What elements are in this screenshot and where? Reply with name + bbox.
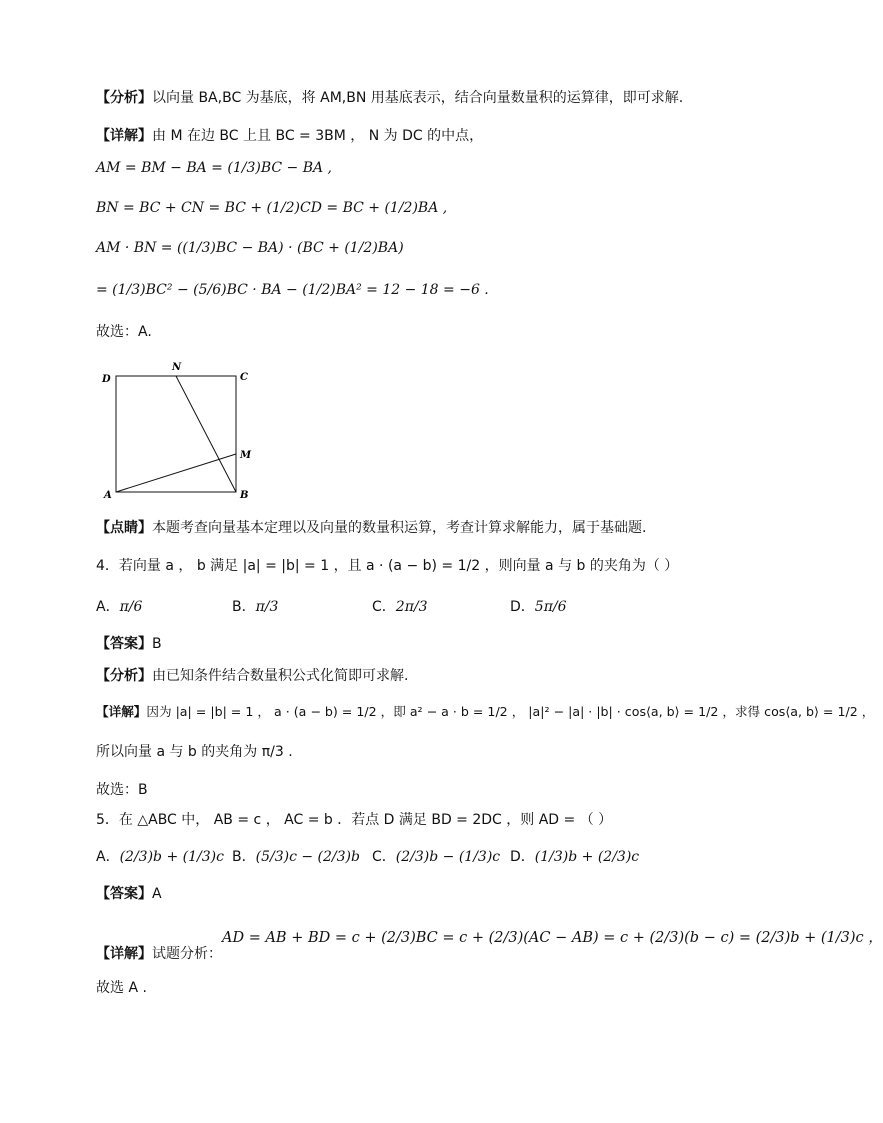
comment-tag: 【点睛】: [96, 520, 152, 536]
q5-option-d: D．(1/3)b + (2/3)c: [510, 849, 640, 865]
square-abcd: [116, 376, 236, 492]
q5-answer-tag: 【答案】: [96, 886, 152, 902]
q4-analysis: [96, 666, 408, 686]
q5-equation: AD = AB + BD = c + (2/3)BC = c + (2/3)(AC − AB) = c + (2/3)(b − c) = (2/3)b + (1/3)c ，: [222, 930, 883, 946]
q4-analysis-text: 由已知条件结合数量积公式化简即可求解.: [152, 668, 409, 684]
q4-analysis-tag: 【分析】: [96, 668, 152, 684]
q4-option-d: D．5π/6: [510, 599, 567, 615]
q5-answer: [96, 884, 162, 904]
question-4-options: [96, 596, 716, 618]
q5-detail: [96, 944, 222, 964]
equation-bn: BN = BC + CN = BC + (1/2)CD = BC + (1/2)BA ,: [96, 200, 448, 216]
q5-detail-tag: 【详解】: [96, 946, 152, 962]
label-a: A: [104, 490, 112, 501]
question-4-stem: 4．若向量 a ， b 满足 |a| = |b| = 1 ，且 a · (a − b) = 1/2 ，则向量 a 与 b 的夹角为（ ）: [96, 558, 679, 574]
q4-detail-text: 因为 |a| = |b| = 1 ， a · (a − b) = 1/2 ，即 a² − a · b = 1/2 ， |a|² − |a| · |b| · cos⟨a, b⟩ = 1/2 ，求得 cos⟨a, b⟩ = 1/2 ，: [146, 704, 875, 719]
q5-answer-value: A: [152, 886, 162, 902]
comment-text: 本题考查向量基本定理以及向量的数量积运算，考查计算求解能力，属于基础题.: [152, 520, 647, 536]
detail-text: 由 M 在边 BC 上且 BC = 3BM ， N 为 DC 的中点，: [152, 128, 484, 144]
label-n: N: [172, 362, 182, 373]
equation-am: AM = BM − BA = (1/3)BC − BA ,: [96, 160, 333, 176]
q4-detail-tag: 【详解】: [96, 704, 147, 719]
q5-option-a: A．(2/3)b + (1/3)c: [96, 849, 224, 865]
q4-answer-line: 故选：B: [96, 782, 148, 798]
segment-am: [116, 454, 236, 492]
q4-answer-value: B: [152, 636, 162, 652]
geometry-figure: [96, 358, 266, 504]
q5-option-c: C．(2/3)b − (1/3)c: [372, 849, 501, 865]
q4-option-a: A．π/6: [96, 599, 143, 615]
q5-answer-line: 故选 A .: [96, 980, 147, 996]
q4-option-b: B．π/3: [232, 599, 279, 615]
comment-paragraph: [96, 518, 646, 538]
analysis-paragraph: [96, 88, 683, 108]
label-d: D: [102, 374, 111, 385]
q4-answer: [96, 634, 162, 654]
analysis-tag: 【分析】: [96, 90, 152, 106]
segment-bn: [176, 376, 236, 492]
question-5-stem: 5．在 △ABC 中， AB = c ， AC = b ．若点 D 满足 BD = 2DC ，则 AD = （ ）: [96, 812, 613, 828]
answer-line-3: 故选：A.: [96, 324, 152, 340]
analysis-text: 以向量 BA,BC 为基底，将 AM,BN 用基底表示，结合向量数量积的运算律，即可求解.: [152, 90, 684, 106]
label-m: M: [240, 450, 252, 461]
q5-option-b: B．(5/3)c − (2/3)b: [232, 849, 360, 865]
q4-conclusion: 所以向量 a 与 b 的夹角为 π/3 .: [96, 744, 293, 760]
q4-answer-tag: 【答案】: [96, 636, 152, 652]
question-5-options: [96, 846, 716, 868]
label-b: B: [240, 490, 249, 501]
q4-option-c: C．2π/3: [372, 599, 428, 615]
detail-tag: 【详解】: [96, 128, 152, 144]
equation-result: = (1/3)BC² − (5/6)BC · BA − (1/2)BA² = 12 − 18 = −6 .: [96, 282, 489, 298]
equation-dot-product: AM · BN = ((1/3)BC − BA) · (BC + (1/2)BA): [96, 240, 404, 256]
label-c: C: [240, 372, 248, 383]
q4-detail: [96, 702, 874, 722]
detail-paragraph: [96, 126, 483, 146]
q5-detail-text: 试题分析：: [152, 946, 222, 962]
